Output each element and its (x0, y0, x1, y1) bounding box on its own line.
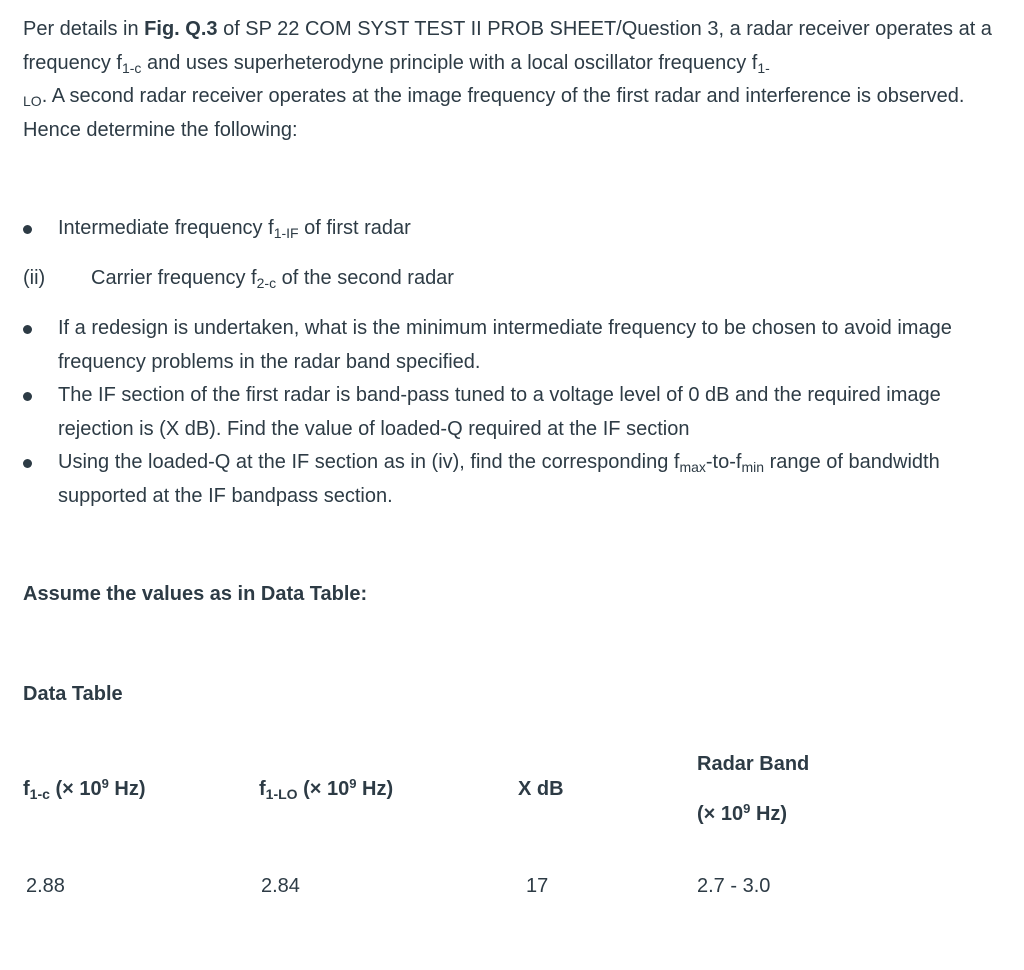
value-radar-band: 2.7 - 3.0 (697, 875, 771, 897)
item-text: Carrier frequency f (91, 267, 257, 289)
superscript: 9 (743, 801, 751, 816)
item-text: of the second radar (276, 267, 454, 289)
value-f1c: 2.88 (26, 875, 65, 897)
subscript-lo: LO (23, 93, 42, 109)
intro-text-4: . A second radar receiver operates at the image frequency of the first radar and interference is observed. Hence determine the following: (23, 85, 965, 141)
intro-text-1: Per details in (23, 18, 145, 40)
bullet-icon (23, 392, 32, 401)
superscript: 9 (349, 776, 357, 791)
header-text: Hz) (750, 803, 788, 825)
item-redesign: If a redesign is undertaken, what is the minimum intermediate frequency to be chosen to avoid image frequency problems in the radar band specified. (58, 317, 952, 373)
item-loaded-q: The IF section of the first radar is band-pass tuned to a voltage level of 0 dB and the required image rejection is (X dB). Find the value of loaded-Q required at the IF section (58, 384, 941, 440)
item-intermediate-frequency (58, 212, 978, 246)
subscript-1c: 1-c (121, 59, 142, 76)
bullet-icon (23, 459, 32, 468)
header-text: (× 10 (297, 778, 350, 800)
assume-heading: Assume the values as in Data Table: (23, 583, 368, 605)
header-text: (× 10 (697, 803, 744, 825)
superscript: 9 (101, 776, 109, 791)
intro-paragraph (23, 13, 998, 147)
item-text: -to-f (705, 451, 742, 473)
item-text: range of bandwidth supported at the IF bandpass section. (58, 451, 940, 507)
value-xdb: 17 (526, 875, 549, 897)
bullet-icon (23, 225, 32, 234)
subscript-1: 1- (757, 59, 770, 76)
header-text: X dB (518, 778, 564, 800)
item-text: Using the loaded-Q at the IF section as in (iv), find the corresponding f (58, 451, 680, 473)
table-title: Data Table (23, 683, 123, 705)
header-text: (× 10 (49, 778, 102, 800)
intro-text-2: of SP 22 COM SYST TEST II PROB SHEET/Question 3, a radar receiver operates at a frequency f (23, 18, 992, 74)
subscript: 1-IF (273, 225, 299, 241)
subscript: 2-c (256, 275, 277, 291)
subscript: 1-c (29, 786, 50, 802)
item-bandwidth-range (58, 446, 978, 513)
value-f1lo: 2.84 (261, 875, 300, 897)
intro-text-3: and uses superheterodyne principle with a local oscillator frequency f (141, 51, 758, 74)
item-carrier-frequency (91, 262, 454, 296)
header-xdb (518, 773, 564, 807)
header-text: Hz) (356, 778, 394, 800)
header-f1lo (259, 773, 393, 807)
item-text: Intermediate frequency f (58, 217, 274, 239)
header-radar-band (697, 748, 809, 782)
subscript: 1-LO (265, 786, 298, 802)
header-f1c (23, 773, 146, 807)
figure-reference: Fig. Q.3 (144, 18, 218, 40)
subscript: min (741, 459, 765, 475)
bullet-icon (23, 325, 32, 334)
item-text: of first radar (298, 217, 411, 239)
header-text: Radar Band (697, 753, 810, 775)
header-text: Hz) (108, 778, 146, 800)
header-text: f (259, 778, 266, 800)
subscript: max (679, 459, 706, 475)
header-text: f (23, 778, 30, 800)
item-number-ii: (ii) (23, 267, 46, 289)
header-radar-band-unit (697, 798, 787, 832)
